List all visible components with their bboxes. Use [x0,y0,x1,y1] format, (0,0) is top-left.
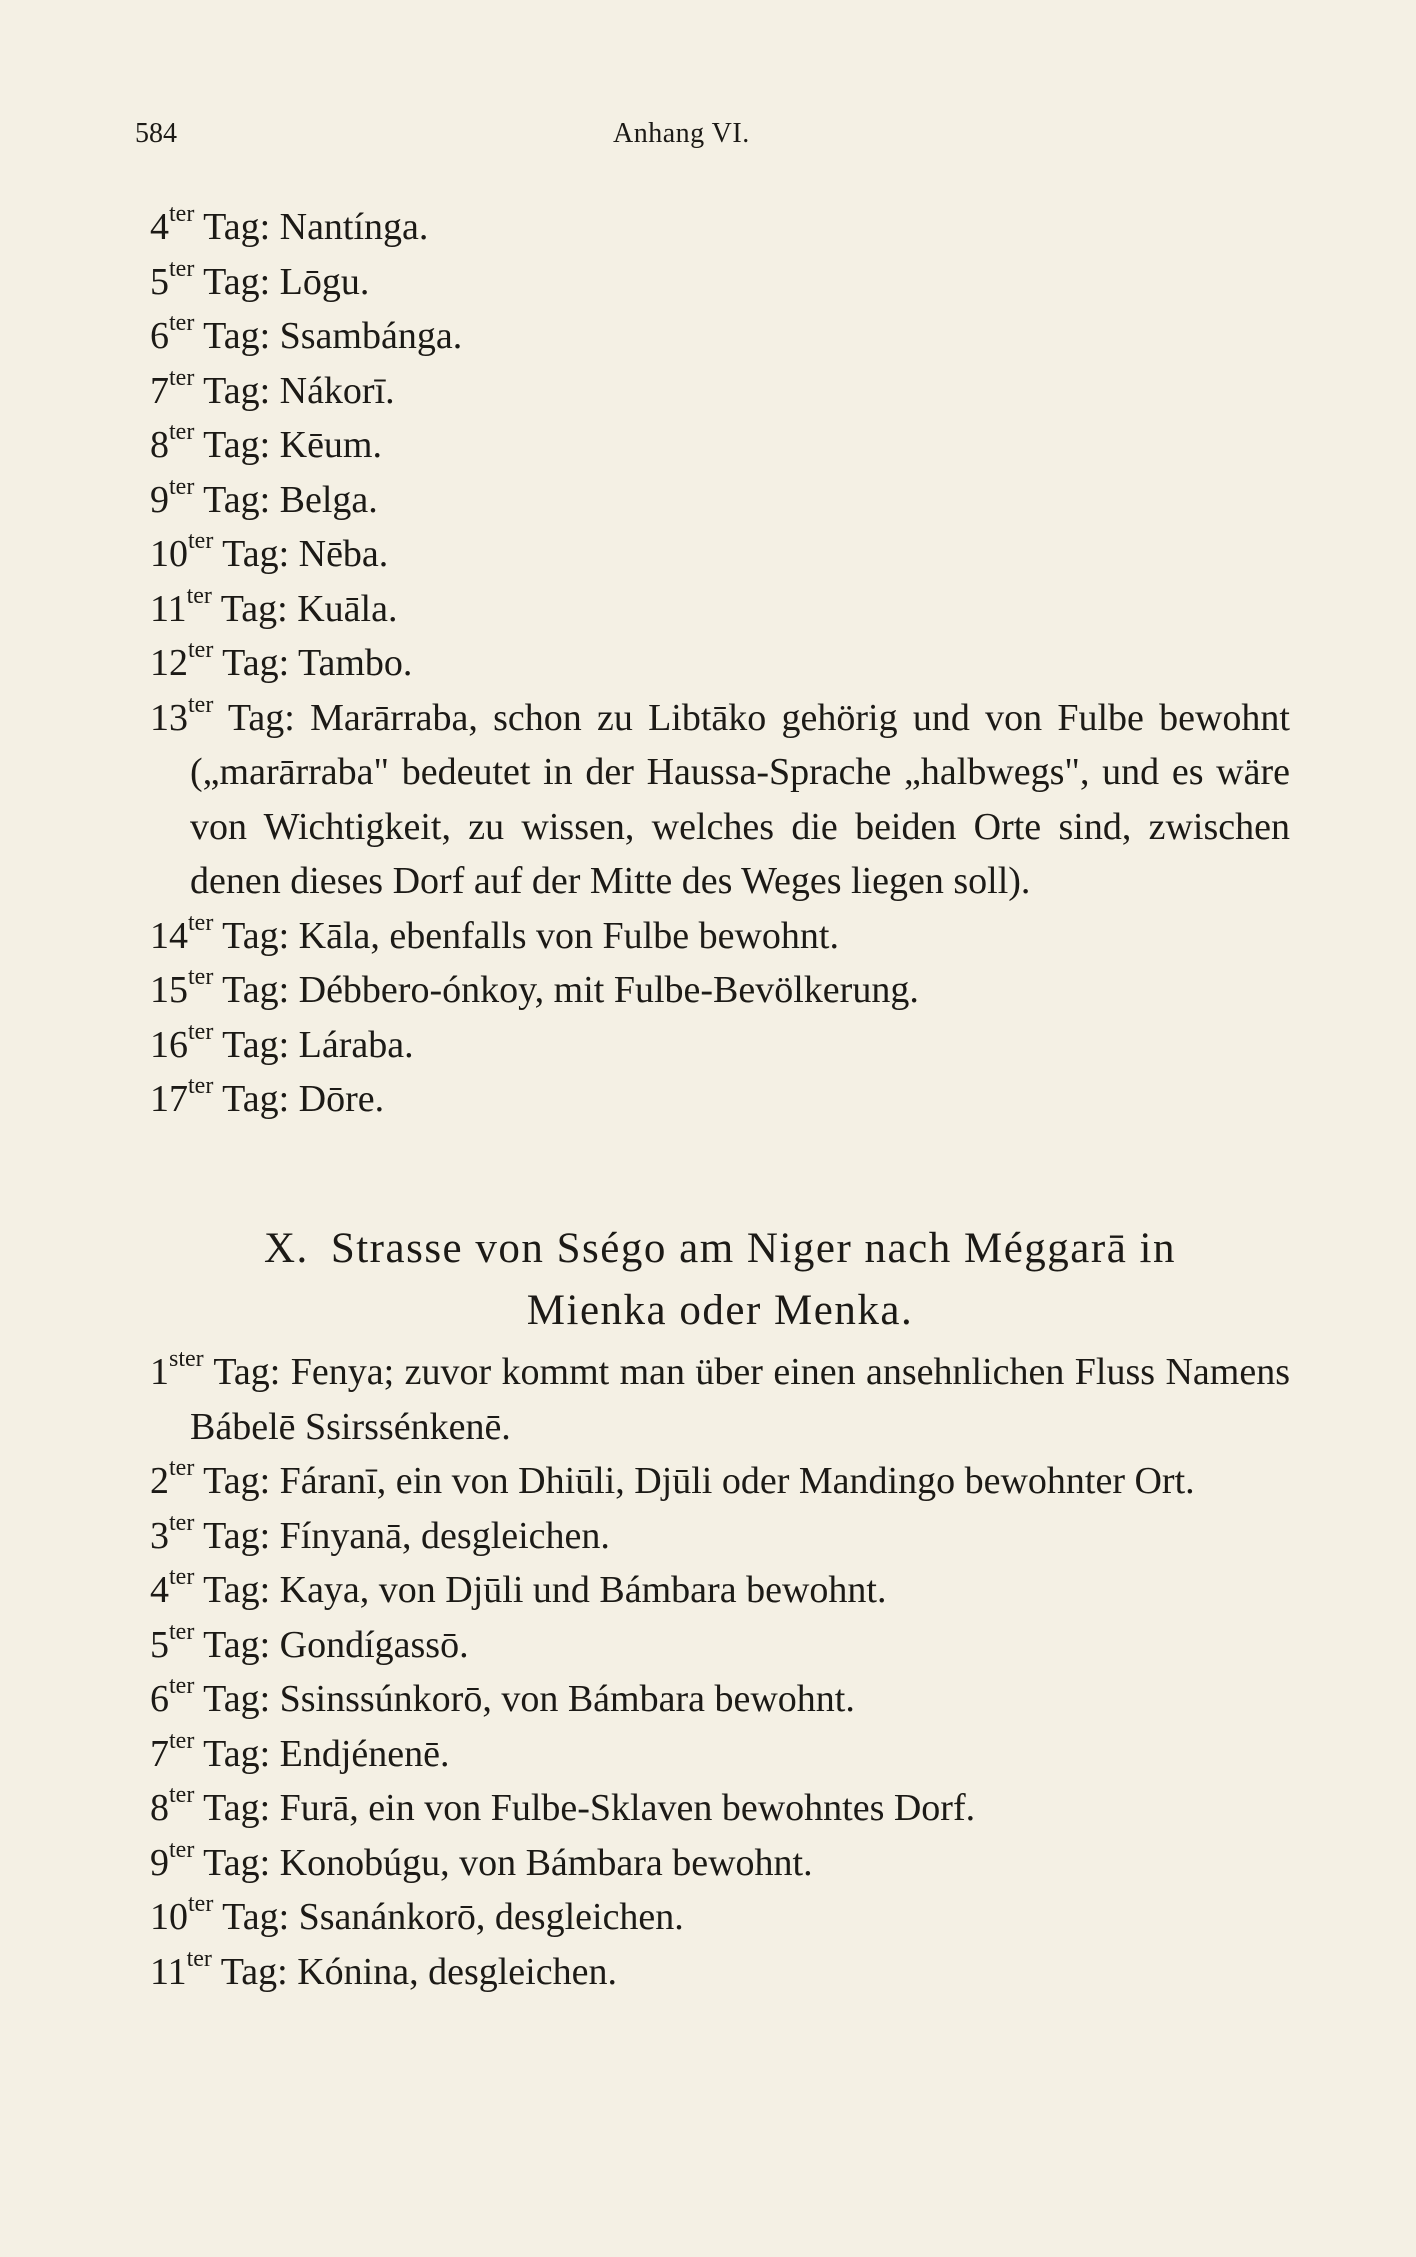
ordinal-suffix: ter [169,364,195,391]
ordinal-suffix: ter [169,1673,195,1700]
day-label [150,909,290,957]
place-description: Dōre. [298,1078,385,1120]
ordinal-suffix: ter [169,1836,195,1863]
ordinal-suffix: ter [188,1018,214,1045]
day-label [150,201,271,248]
day-ordinal: 4 [150,1569,169,1611]
ordinal-suffix: ter [169,1455,195,1482]
itinerary-entry [150,1836,1290,1891]
day-ordinal: 8 [150,1787,169,1829]
place-description: Débbero-ónkoy, mit Fulbe-Bevölkerung. [298,969,919,1011]
place-description: Ssinssúnkorō, von Bámbara bewohnt. [279,1678,855,1720]
day-word: Tag: [203,424,271,466]
day-label [150,1618,271,1666]
place-description: Gondígassō. [279,1623,469,1666]
place-description: Furā, ein von Fulbe-Sklaven bewohntes Dorf. [279,1787,976,1829]
ordinal-suffix: ster [169,1346,204,1373]
day-word: Tag: [222,1896,290,1938]
day-word: Tag: [222,1023,290,1066]
day-ordinal: 10 [150,1896,188,1938]
itinerary-entry [150,1072,1290,1127]
place-description: Kēum. [279,424,382,466]
day-ordinal: 15 [150,969,188,1011]
day-ordinal: 11 [150,1950,187,1993]
day-ordinal: 12 [150,642,188,684]
day-word: Tag: [222,969,290,1011]
place-description: Láraba. [298,1023,414,1066]
day-word: Tag: [220,1950,288,1993]
itinerary-entry [150,1945,1290,2000]
place-description: Nantínga. [279,206,429,248]
day-word: Tag: [220,587,288,630]
ordinal-suffix: ter [188,528,214,555]
section-heading [150,1218,1290,1342]
itinerary-entry [150,1018,1290,1073]
itinerary-entry [150,636,1290,691]
day-ordinal: 16 [150,1023,188,1066]
place-description: Fáranī, ein von Dhiūli, Djūli oder Mandingo bewohnter Ort. [279,1460,1195,1502]
ordinal-suffix: ter [169,473,195,500]
day-ordinal: 7 [150,369,169,412]
itinerary-entry [150,1727,1290,1782]
day-word: Tag: [203,1569,271,1611]
day-label [150,255,271,303]
day-ordinal: 14 [150,914,188,957]
day-ordinal: 1 [150,1351,169,1393]
itinerary-entry [150,963,1290,1018]
ordinal-suffix: ter [169,1618,195,1645]
day-word: Tag: [222,1078,290,1120]
day-word: Tag: [203,315,271,357]
itinerary-entry [150,1345,1290,1454]
itinerary-entry [150,1509,1290,1564]
section-title-line-2: Mienka oder Menka. [526,1287,914,1334]
day-word: Tag: [213,1351,281,1393]
running-head: Anhang VI. [613,118,750,149]
place-description: Kuāla. [297,587,398,630]
day-word: Tag: [203,1623,271,1666]
day-label [150,1727,271,1775]
place-description: Tambo. [297,642,413,684]
place-description: Ssambánga. [279,315,463,357]
ordinal-suffix: ter [169,1727,195,1754]
itinerary-entry [150,582,1290,637]
ordinal-suffix: ter [188,1891,214,1918]
day-label [150,1836,271,1884]
day-label [150,582,288,630]
ordinal-suffix: ter [188,1073,214,1100]
itinerary-entry [150,527,1290,582]
day-label [150,1018,290,1066]
day-ordinal: 2 [150,1460,169,1502]
ordinal-suffix: ter [186,1945,212,1972]
itinerary-entry [150,691,1290,909]
itinerary-entry [150,364,1290,419]
day-label [150,964,290,1011]
ordinal-suffix: ter [169,1782,195,1809]
day-ordinal: 5 [150,1623,169,1666]
section-title-line-1: Strasse von Sségo am Niger nach Méggarā in [330,1225,1176,1272]
ordinal-suffix: ter [169,1564,195,1591]
day-word: Tag: [203,1787,271,1829]
itinerary-entry [150,1454,1290,1509]
place-description: Marārraba, schon zu Libtāko gehörig und von Fulbe bewohnt („marārraba" bedeutet in der Haussa-Sprache „halbwegs", und es wäre von Wichtigkeit, zu wissen, welches die beiden Orte sind, zwischen denen dieses Dorf auf der Mitte des Weges liegen soll). [190,696,1290,902]
day-word: Tag: [203,369,271,412]
page-header [135,118,1275,168]
itinerary-entry [150,309,1290,364]
place-description: Endjénenē. [279,1732,450,1775]
day-label [150,419,271,466]
day-word: Tag: [203,1460,271,1502]
day-ordinal: 6 [150,315,169,357]
day-label [150,364,271,412]
day-ordinal: 8 [150,424,169,466]
itinerary-entry [150,200,1290,255]
day-label [150,691,295,739]
day-word: Tag: [203,1514,271,1557]
day-word: Tag: [203,1678,271,1720]
day-ordinal: 13 [150,696,188,739]
ordinal-suffix: ter [188,909,214,936]
day-ordinal: 3 [150,1514,169,1557]
day-ordinal: 11 [150,587,187,630]
place-description: Konobúgu, von Bámbara bewohnt. [279,1841,813,1884]
ordinal-suffix: ter [169,201,195,228]
day-ordinal: 10 [150,533,188,575]
day-ordinal: 9 [150,478,169,521]
place-description: Belga. [279,478,378,521]
itinerary-entry [150,1563,1290,1618]
day-word: Tag: [203,1732,271,1775]
itinerary-list-one [150,200,1290,1127]
place-description: Fínyanā, desgleichen. [279,1514,610,1557]
itinerary-entry [150,255,1290,310]
place-description: Kāla, ebenfalls von Fulbe bewohnt. [298,914,839,957]
day-label [150,1346,281,1393]
day-ordinal: 4 [150,206,169,248]
day-label [150,528,290,575]
place-description: Ssanánkorō, desgleichen. [298,1896,684,1938]
ordinal-suffix: ter [169,419,195,446]
itinerary-entry [150,1672,1290,1727]
day-label [150,1673,271,1720]
ordinal-suffix: ter [169,1509,195,1536]
day-label [150,1945,288,1993]
day-word: Tag: [203,1841,271,1884]
day-label [150,637,290,684]
ordinal-suffix: ter [188,637,214,664]
day-label [150,473,271,521]
ordinal-suffix: ter [169,255,195,282]
place-description: Kónina, desgleichen. [297,1950,617,1993]
place-description: Nákorī. [279,369,395,412]
day-label [150,1073,290,1120]
place-description: Fenya; zuvor kommt man über einen ansehnlichen Fluss Namens Bábelē Ssirssénkenē. [190,1351,1290,1448]
itinerary-entry [150,1781,1290,1836]
itinerary-entry [150,418,1290,473]
day-ordinal: 9 [150,1841,169,1884]
page-number: 584 [135,118,177,149]
day-ordinal: 7 [150,1732,169,1775]
day-ordinal: 5 [150,260,169,303]
day-word: Tag: [227,696,295,739]
place-description: Kaya, von Djūli und Bámbara bewohnt. [279,1569,887,1611]
itinerary-entry [150,1618,1290,1673]
day-label [150,310,271,357]
day-label [150,1782,271,1829]
day-label [150,1509,271,1557]
day-word: Tag: [203,206,271,248]
itinerary-entry [150,909,1290,964]
ordinal-suffix: ter [186,582,212,609]
day-ordinal: 6 [150,1678,169,1720]
day-word: Tag: [203,260,271,303]
ordinal-suffix: ter [188,691,214,718]
day-word: Tag: [222,642,290,684]
itinerary-list-two [150,1345,1290,1999]
day-label [150,1891,290,1938]
place-description: Lōgu. [279,260,370,303]
ordinal-suffix: ter [188,964,214,991]
itinerary-entry [150,473,1290,528]
ordinal-suffix: ter [169,310,195,337]
day-label [150,1564,271,1611]
day-word: Tag: [222,914,290,957]
section-numeral: X. [264,1225,309,1272]
place-description: Nēba. [298,533,389,575]
day-word: Tag: [222,533,290,575]
itinerary-entry [150,1890,1290,1945]
day-label [150,1455,271,1502]
day-ordinal: 17 [150,1078,188,1120]
day-word: Tag: [203,478,271,521]
